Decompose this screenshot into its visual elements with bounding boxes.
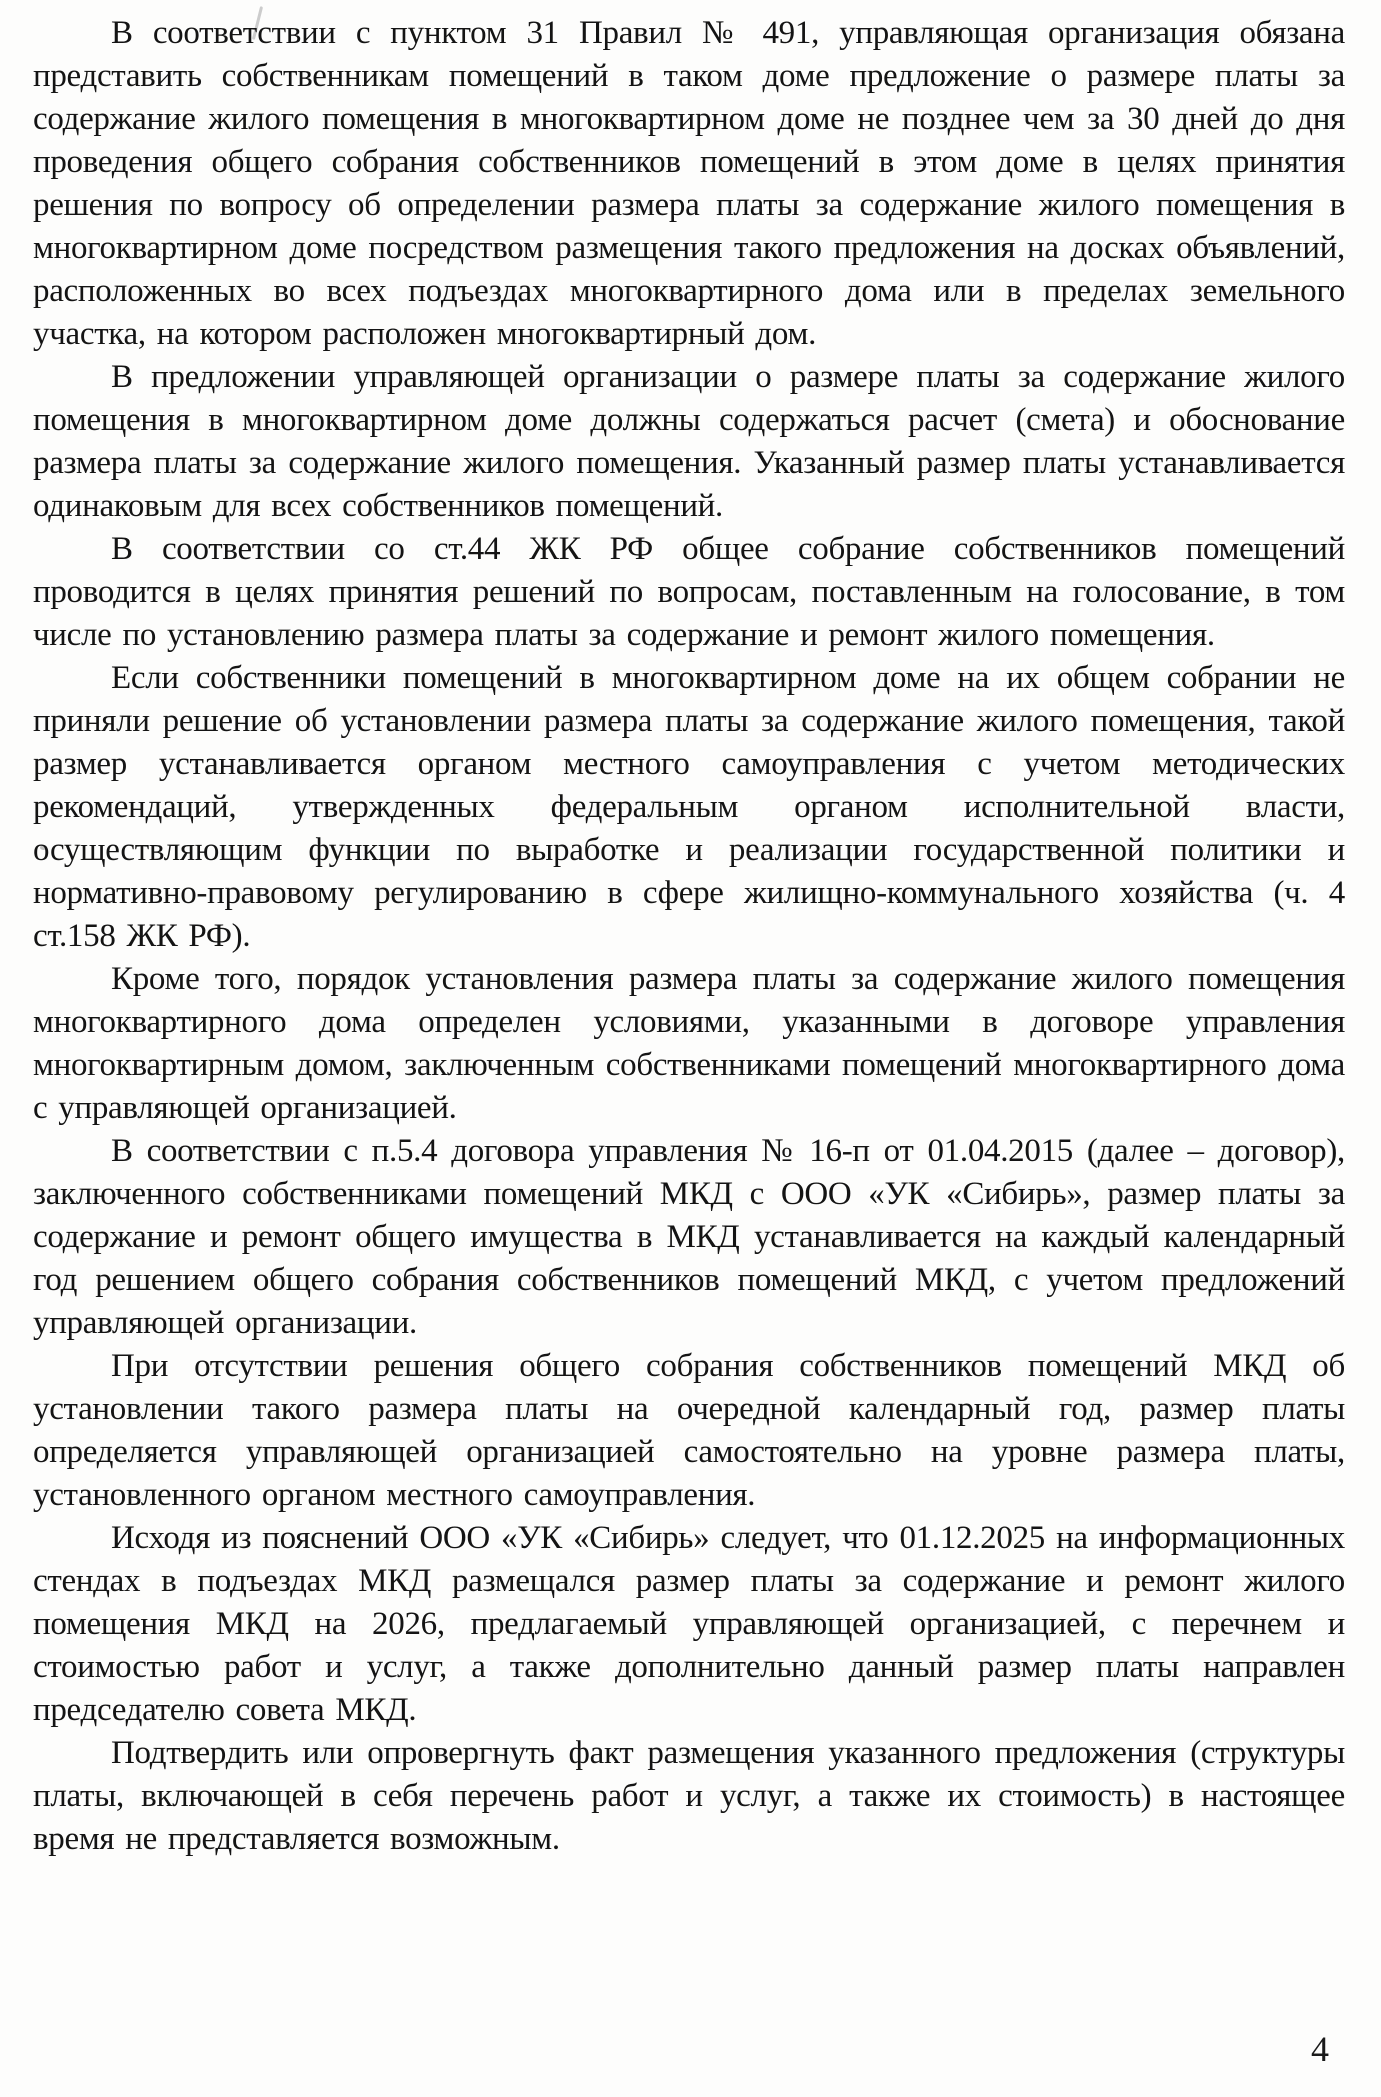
paragraph-proposal-contents: В предложении управляющей организации о размере платы за содержание жилого помещения в многоквартирном доме должны содержаться расчет (смета) и обоснование размера платы за содержание жилого помещения. Указанный размер платы устанавливается одинаковым для всех собственников помещений. bbox=[33, 359, 1345, 524]
paragraph-no-decision-local-authority: Если собственники помещений в многоквартирном доме на их общем собрании не приняли решение об установлении размера платы за содержание жилого помещения, такой размер устанавливается органом местного самоуправления с учетом методических рекомендаций, утвержденных федеральным органом исполнительной власти, осуществляющим функции по выработке и реализации государственной политики и нормативно-правовому регулированию в сфере жилищно-коммунального хозяйства (ч. 4 ст.158 ЖК РФ). bbox=[33, 660, 1345, 954]
paragraph-contract-5-4: В соответствии с п.5.4 договора управления № 16-п от 01.04.2015 (далее – договор), заключенного собственниками помещений МКД с ООО «УК «Сибирь», размер платы за содержание и ремонт общего имущества в МКД устанавливается на каждый календарный год решением общего собрания собственников помещений МКД, с учетом предложений управляющей организации. bbox=[33, 1133, 1345, 1341]
paragraph-st44-zhk-rf: В соответствии со ст.44 ЖК РФ общее собрание собственников помещений проводится в целях принятия решений по вопросам, поставленным на голосование, в том числе по установлению размера платы за содержание и ремонт жилого помещения. bbox=[33, 531, 1345, 653]
paragraph-uk-sibir-explanations: Исходя из пояснений ООО «УК «Сибирь» следует, что 01.12.2025 на информационных стендах в подъездах МКД размещался размер платы за содержание и ремонт жилого помещения МКД на 2026, предлагаемый управляющей организацией, с перечнем и стоимостью работ и услуг, а также дополнительно данный размер платы направлен председателю совета МКД. bbox=[33, 1520, 1345, 1728]
paragraph-contract-terms: Кроме того, порядок установления размера платы за содержание жилого помещения многоквартирного дома определен условиями, указанными в договоре управления многоквартирным домом, заключенным собственниками помещений многоквартирного дома с управляющей организацией. bbox=[33, 961, 1345, 1126]
paragraph-confirmation-impossible: Подтвердить или опровергнуть факт размещения указанного предложения (структуры платы, включающей в себя перечень работ и услуг, а также их стоимость) в настоящее время не представляется возможным. bbox=[33, 1735, 1345, 1857]
document-body bbox=[33, 12, 1345, 1861]
paragraph-rule-491: В соответствии с пунктом 31 Правил № 491, управляющая организация обязана представить собственникам помещений в таком доме предложение о размере платы за содержание жилого помещения в многоквартирном доме не позднее чем за 30 дней до дня проведения общего собрания собственников помещений в этом доме в целях принятия решения по вопросу об определении размера платы за содержание жилого помещения в многоквартирном доме посредством размещения такого предложения на досках объявлений, расположенных во всех подъездах многоквартирного дома или в пределах земельного участка, на котором расположен многоквартирный дом. bbox=[33, 15, 1345, 352]
paragraph-absence-of-decision: При отсутствии решения общего собрания собственников помещений МКД об установлении такого размера платы на очередной календарный год, размер платы определяется управляющей организацией самостоятельно на уровне размера платы, установленного органом местного самоуправления. bbox=[33, 1348, 1345, 1513]
page-number: 4 bbox=[1311, 2029, 1329, 2069]
